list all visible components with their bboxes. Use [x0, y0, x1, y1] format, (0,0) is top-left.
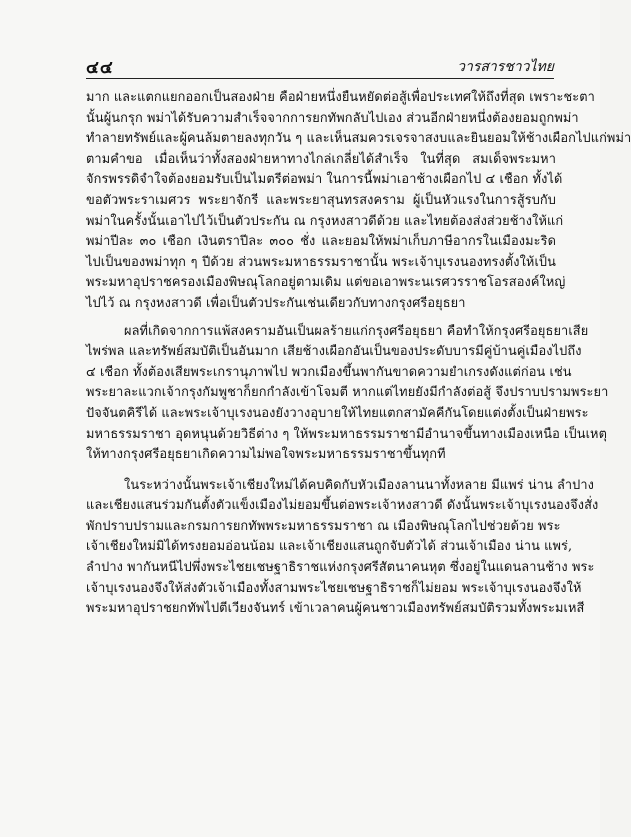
page-header [0, 0, 600, 95]
header-rule [86, 78, 554, 79]
text-line: เจ้าบุเรงนองจึงให้ส่งตัวเจ้าเมืองทั้งสามพระไชยเชษฐาธิราชก็ไม่ยอม พระเจ้าบุเรงนองจึงให้ [86, 580, 582, 596]
body-text [86, 88, 631, 627]
running-head: วารสารชาวไทย [457, 59, 554, 75]
text-line: พระมหาอุปราชยกทัพไปตีเวียงจันทร์ เข้าเวลาคนผู้คนชาวเมืองทรัพย์สมบัติรวมทั้งพระมเหสี [86, 601, 585, 617]
paragraph [86, 88, 631, 315]
text-line: ในระหว่างนั้นพระเจ้าเชียงใหม่ได้คบคิดกับหัวเมืองลานนาทั้งหลาย มีแพร่ น่าน ลำปาง [124, 477, 595, 493]
text-line: ผลที่เกิดจากการแพ้สงครามอันเป็นผลร้ายแก่กรุงศรีอยุธยา คือทำให้กรุงศรีอยุธยาเสีย [124, 323, 589, 339]
text-line: มหาธรรมราชา อุดหนุนด้วยวิธีต่าง ๆ ให้พระมหาธรรมราชามีอำนาจขึ้นทางเมืองเหนือ เป็นเหตุ [86, 426, 607, 442]
text-line: พระมหาอุปราชครองเมืองพิษณุโลกอยู่ตามเดิม แต่ขอเอาพระนเรศวรราชโอรสองค์ใหญ่ [86, 275, 566, 291]
text-line: มาก และแตกแยกออกเป็นสองฝ่าย คือฝ่ายหนึ่งยืนหยัดต่อสู้เพื่อประเทศให้ถึงที่สุด เพราะชะตา [86, 90, 595, 105]
text-line: พม่าในครั้งนั้นเอาไปไว้เป็นตัวประกัน ณ กรุงหงสาวดีด้วย และไทยต้องส่งส่วยช้างให้แก่ [86, 213, 564, 229]
text-line: ไปเป็นของพม่าทุก ๆ ปีด้วย ส่วนพระมหาธรรมราชานั้น พระเจ้าบุเรงนองทรงตั้งให้เป็น [86, 254, 556, 270]
text-line: ให้ทางกรุงศรีอยุธยาเกิดความไม่พอใจพระมหาธรรมราชาขึ้นทุกที [86, 447, 446, 463]
text-line: พระยาละแวกเจ้ากรุงกัมพูชาก็ยกกำลังเข้าโจมตี หากแต่ไทยยังมีกำลังต่อสู้ จึงปราบปรามพระยา [86, 385, 609, 401]
text-line: ไปไว้ ณ กรุงหงสาวดี เพื่อเป็นตัวประกันเช่นเดียวกับทางกรุงศรีอยุธยา [86, 295, 466, 311]
text-line: พม่าปีละ ๓๐ เชือก เงินตราปีละ ๓๐๐ ชั่ง และยอมให้พม่าเก็บภาษีอากรในเมืองมะริด [86, 234, 556, 250]
text-line: และเชียงแสนร่วมกันตั้งตัวแข็งเมืองไม่ยอมขึ้นต่อพระเจ้าหงสาวดี ดังนั้นพระเจ้าบุเรงนองจึงสั่ง [86, 498, 599, 514]
text-line: นั้นผู้นกรุก พม่าได้รับความสำเร็จจากการยกทัพกลับไปเอง ส่วนอีกฝ่ายหนึ่งต้องยอมถูกพม่า [86, 110, 579, 126]
text-line: ปัจจันตคิรีได้ และพระเจ้าบุเรงนองยังวางอุบายให้ไทยแตกสามัคคีกันโดยแต่งตั้งเป็นฝ่ายพระ [86, 405, 589, 421]
text-line: พักปราบปรามและกรมการยกทัพพระมหาธรรมราชา ณ เมืองพิษณุโลกไปช่วยด้วย พระ [86, 518, 561, 534]
page-number: ๔๔ [86, 58, 114, 78]
text-line: เจ้าเชียงใหม่มิได้ทรงยอมอ่อนน้อม และเจ้าเชียงแสนถูกจับตัวได้ ส่วนเจ้าเมือง น่าน แพร่, [86, 539, 573, 555]
text-line: ทำลายทรัพย์และผู้คนล้มตายลงทุกวัน ๆ และเห็นสมควรเจรจาสงบและยินยอมให้ช้างเผือกไปแก่พม่า [86, 131, 631, 147]
text-line: ๔ เชือก ทั้งต้องเสียพระเกรานุภาพไป พวกเมืองขึ้นพากันขาดความยำเกรงดังแต่ก่อน เช่น [86, 364, 572, 380]
text-line: ขอตัวพระราเมศวร พระยาจักรี และพระยาสุนทรสงคราม ผู้เป็นหัวแรงในการสู้รบกับ [86, 192, 556, 208]
paragraph [86, 476, 599, 620]
text-line: ลำปาง พากันหนีไปพึ่งพระไชยเชษฐาธิราชแห่งกรุงศรีสัตนาคนหุต ซึ่งอยู่ในแดนลานช้าง พระ [86, 560, 595, 576]
text-line: ไพร่พล และทรัพย์สมบัติเป็นอันมาก เสียช้างเผือกอันเป็นของประดับบารมีคู่บ้านคู่เมืองไปถึง [86, 344, 582, 360]
text-line: ตามคำขอ เมื่อเห็นว่าทั้งสองฝ่ายหาทางไกล่เกลี่ยได้สำเร็จ ในที่สุด สมเด็จพระมหา [86, 151, 556, 167]
text-line: จักรพรรดิจำใจต้องยอมรับเป็นไมตรีต่อพม่า ในการนี้พม่าเอาช้างเผือกไป ๔ เชือก ทั้งได้ [86, 172, 563, 188]
paragraph [86, 322, 609, 466]
